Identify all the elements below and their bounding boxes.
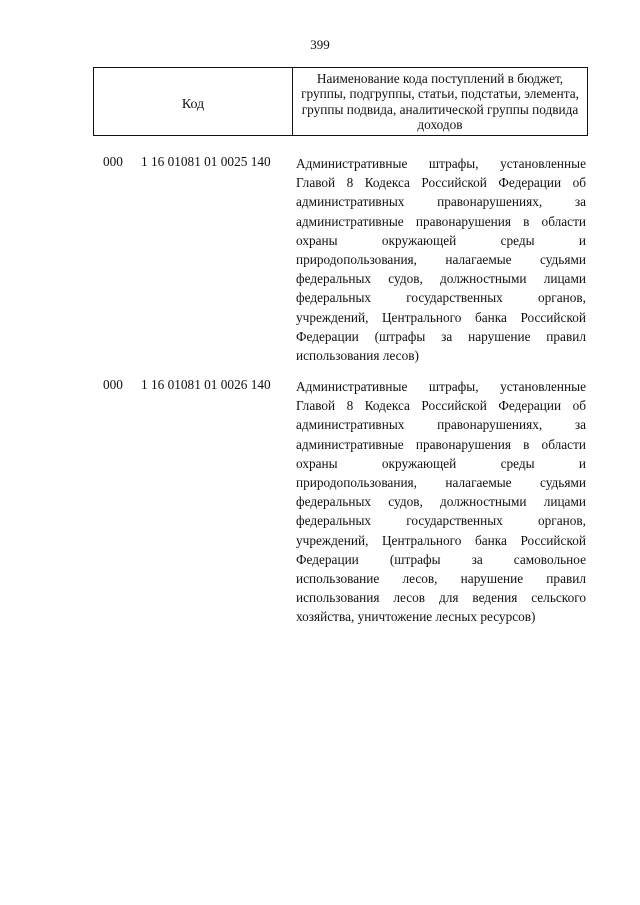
income-description: Административные штрафы, установленные Главой 8 Кодекса Российской Федерации об административных правонарушениях, за административные правонарушения в области охраны окружающей среды и природопользования, налагаемые судьями федеральных судов, должностными лицами федеральных государственных органов, учреждений, Центрального банка Российской Федерации (штрафы за нарушение правил использования лесов) <box>296 156 586 364</box>
admin-code: 000 <box>103 377 123 392</box>
income-code: 1 16 01081 01 0025 140 <box>141 154 271 169</box>
column-header-name: Наименование кода поступлений в бюджет, группы, подгруппы, статьи, подстатьи, элемента, группы подвида, аналитической группы подвида доходов <box>301 70 579 132</box>
column-header-code: Код <box>94 68 293 135</box>
page-number: 399 <box>310 37 330 52</box>
table-header <box>93 67 588 136</box>
admin-code: 000 <box>103 154 123 169</box>
income-description: Административные штрафы, установленные Главой 8 Кодекса Российской Федерации об административных правонарушениях, за административные правонарушения в области охраны окружающей среды и природопользования, налагаемые судьями федеральных судов, должностными лицами федеральных государственных органов, учреждений, Центрального банка Российской Федерации (штрафы за самовольное использование лесов, нарушение правил использования лесов для ведения сельского хозяйства, уничтожение лесных ресурсов) <box>296 379 586 625</box>
income-code: 1 16 01081 01 0026 140 <box>141 377 271 392</box>
